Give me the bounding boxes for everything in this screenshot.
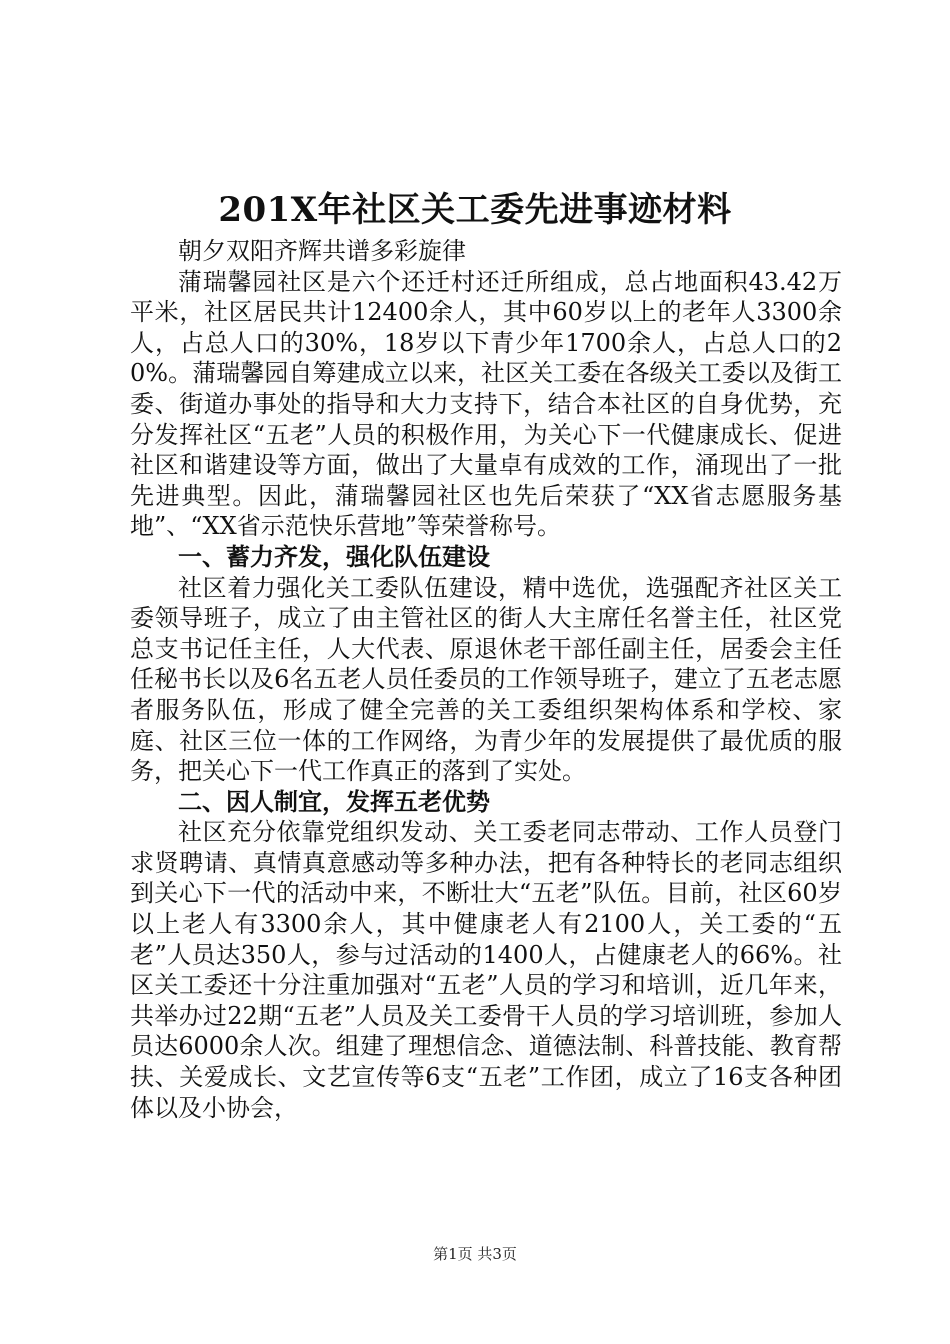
section-heading-2: 二、因人制宜，发挥五老优势 <box>178 786 490 816</box>
document-title: 201X年社区关工委先进事迹材料 <box>218 190 732 230</box>
section-paragraph-2: 社区充分依靠党组织发动、关工委老同志带动、工作人员登门求贤聘请、真情真意感动等多种办法，把有各种特长的老同志组织到关心下一代的活动中来，不断壮大“五老”队伍。目前，社区60岁以上老人有3300余人，其中健康老人有2100人，关工委的“五老”人员达350人，参与过活动的1400人，占健康老人的66%。社区关工委还十分注重加强对“五老”人员的学习和培训，近几年来，共举办过22期“五老”人员及关工委骨干人员的学习培训班，参加人员达6000余人次。组建了理想信念、道德法制、科普技能、教育帮扶、关爱成长、文艺宣传等6支“五老”工作团，成立了16支各种团体以及小协会， <box>130 818 842 1122</box>
document-body <box>130 236 842 1123</box>
document-subtitle: 朝夕双阳齐辉共谱多彩旋律 <box>178 237 466 265</box>
intro-paragraph: 蒲瑞馨园社区是六个还迁村还迁所组成，总占地面积43.42万平米，社区居民共计12400余人，其中60岁以上的老年人3300余人，占总人口的30%，18岁以下青少年1700余人，占总人口的20%。蒲瑞馨园自筹建成立以来，社区关工委在各级关工委以及街工委、街道办事处的指导和大力支持下，结合本社区的自身优势，充分发挥社区“五老”人员的积极作用，为关心下一代健康成长、促进社区和谐建设等方面，做出了大量卓有成效的工作，涌现出了一批先进典型。因此，蒲瑞馨园社区也先后荣获了“XX省志愿服务基地”、“XX省示范快乐营地”等荣誉称号。 <box>130 267 842 541</box>
section-paragraph-1: 社区着力强化关工委队伍建设，精中选优，选强配齐社区关工委领导班子，成立了由主管社区的街人大主席任名誉主任，社区党总支书记任主任，人大代表、原退休老干部任副主任，居委会主任任秘书长以及6名五老人员任委员的工作领导班子，建立了五老志愿者服务队伍，形成了健全完善的关工委组织架构体系和学校、家庭、社区三位一体的工作网络，为青少年的发展提供了最优质的服务，把关心下一代工作真正的落到了实处。 <box>130 573 842 786</box>
page-number-footer: 第1页 共3页 <box>433 1245 517 1263</box>
section-heading-1: 一、蓄力齐发，强化队伍建设 <box>178 541 490 571</box>
